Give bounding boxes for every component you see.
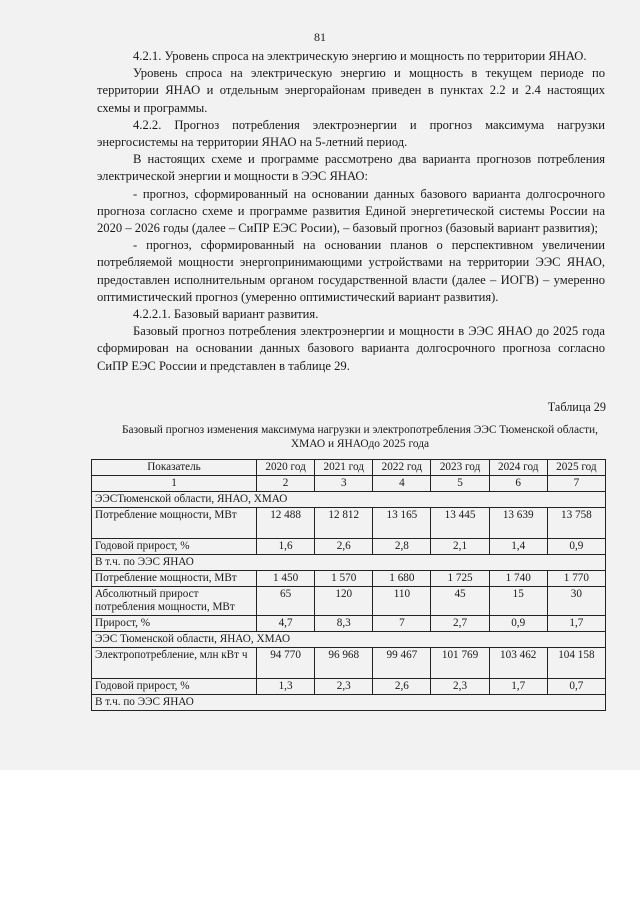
table-cell: 2,7 [431, 616, 489, 632]
header-cell: Показатель [92, 460, 257, 476]
page-number: 81 [314, 30, 326, 44]
paragraph-heading-4-2-1: 4.2.1. Уровень спроса на электрическую энергию и мощность по территории ЯНАО. [133, 49, 587, 63]
row-label: Абсолютный прирост потребления мощности, МВт [92, 587, 257, 616]
table-cell: 99 467 [373, 648, 431, 679]
header-cell: 2021 год [315, 460, 373, 476]
table-cell: 7 [373, 616, 431, 632]
section-cell: ЭЭСТюменской области, ЯНАО, ХМАО [92, 492, 606, 508]
table-cell: 1,3 [257, 679, 315, 695]
table-cell: 1 770 [547, 571, 605, 587]
column-number: 5 [431, 476, 489, 492]
column-number: 2 [257, 476, 315, 492]
row-label: Годовой прирост, % [92, 679, 257, 695]
header-cell: 2024 год [489, 460, 547, 476]
row-label: Потребление мощности, МВт [92, 508, 257, 539]
table-cell: 1 680 [373, 571, 431, 587]
header-cell: 2025 год [547, 460, 605, 476]
table-cell: 104 158 [547, 648, 605, 679]
paragraph: В настоящих схеме и программе рассмотрено два варианта прогнозов потребления электрической энергии и мощности в ЭЭС ЯНАО: [97, 152, 605, 184]
table-cell: 2,8 [373, 539, 431, 555]
table-row [92, 508, 606, 539]
paragraph: Базовый прогноз потребления электроэнергии и мощности в ЭЭС ЯНАО до 2025 года сформирован на основании данных базового варианта долгосрочного прогноза согласно СиПР ЕЭС России и представлен в таблице 29. [97, 324, 605, 373]
body-text [97, 48, 605, 375]
table-cell: 12 812 [315, 508, 373, 539]
table-cell: 2,1 [431, 539, 489, 555]
table-label: Таблица 29 [547, 400, 606, 414]
table-row [92, 587, 606, 616]
table-cell: 0,9 [489, 616, 547, 632]
list-item-base-forecast: - прогноз, сформированный на основании данных базового варианта долгосрочного прогноза согласно схеме и программе развития Единой энергетической системы России на 2020 – 2026 годы (далее – СиПР ЕЭС Росии), – базовый прогноз (базовый вариант развития); [97, 186, 605, 236]
header-cell: 2020 год [257, 460, 315, 476]
column-number: 1 [92, 476, 257, 492]
column-number-row [92, 476, 606, 492]
table-cell: 2,3 [431, 679, 489, 695]
row-label: Электропотребление, млн кВт ч [92, 648, 257, 679]
forecast-table [91, 459, 606, 711]
column-number: 6 [489, 476, 547, 492]
table-cell: 15 [489, 587, 547, 616]
table-cell: 1 740 [489, 571, 547, 587]
table-cell: 13 165 [373, 508, 431, 539]
table-cell: 1,7 [489, 679, 547, 695]
header-cell: 2023 год [431, 460, 489, 476]
table-cell: 103 462 [489, 648, 547, 679]
table-title: Базовый прогноз изменения максимума нагрузки и электропотребления ЭЭС Тюменской области, ХМАО и ЯНАОдо 2025 года [121, 424, 598, 450]
section-cell: В т.ч. по ЭЭС ЯНАО [92, 695, 606, 711]
paragraph-heading-4-2-2: 4.2.2. Прогноз потребления электроэнергии и прогноз максимума нагрузки энергосистемы на территории ЯНАО на 5-летний период. [97, 117, 605, 150]
table-cell: 30 [547, 587, 605, 616]
list-item-optimistic-forecast: - прогноз, сформированный на основании планов о перспективном увеличении потребляемой мощности энергопринимающими устройствами на территории ЭЭС ЯНАО, предоставлен исполнительным органом государственной власти (далее – ИОГВ) – умеренно оптимистический прогноз (умеренно оптимистический вариант развития). [97, 238, 605, 304]
table-cell: 13 639 [489, 508, 547, 539]
table-cell: 0,7 [547, 679, 605, 695]
paragraph: Уровень спроса на электрическую энергию и мощность в текущем периоде по территории ЯНАО и отдельным энергорайонам приведен в пунктах 2.2 и 2.4 настоящих схемы и программы. [97, 66, 605, 115]
table-header-row [92, 460, 606, 476]
table-cell: 65 [257, 587, 315, 616]
table-row [92, 616, 606, 632]
table-cell: 1 450 [257, 571, 315, 587]
table-row [92, 648, 606, 679]
table-cell: 94 770 [257, 648, 315, 679]
section-row [92, 492, 606, 508]
table-cell: 1 725 [431, 571, 489, 587]
table-cell: 8,3 [315, 616, 373, 632]
table-cell: 1,4 [489, 539, 547, 555]
section-row [92, 695, 606, 711]
table-cell: 1,7 [547, 616, 605, 632]
section-cell: ЭЭС Тюменской области, ЯНАО, ХМАО [92, 632, 606, 648]
table-cell: 2,6 [315, 539, 373, 555]
section-row [92, 632, 606, 648]
table-cell: 120 [315, 587, 373, 616]
section-cell: В т.ч. по ЭЭС ЯНАО [92, 555, 606, 571]
table-cell: 2,3 [315, 679, 373, 695]
column-number: 4 [373, 476, 431, 492]
table-cell: 0,9 [547, 539, 605, 555]
table-row [92, 679, 606, 695]
table-cell: 1,6 [257, 539, 315, 555]
header-cell: 2022 год [373, 460, 431, 476]
table-cell: 13 758 [547, 508, 605, 539]
table-row [92, 571, 606, 587]
table-cell: 4,7 [257, 616, 315, 632]
table-cell: 96 968 [315, 648, 373, 679]
paragraph-heading-4-2-2-1: 4.2.2.1. Базовый вариант развития. [133, 307, 319, 322]
column-number: 3 [315, 476, 373, 492]
table-row [92, 539, 606, 555]
row-label: Потребление мощности, МВт [92, 571, 257, 587]
row-label: Годовой прирост, % [92, 539, 257, 555]
section-row [92, 555, 606, 571]
table-cell: 1 570 [315, 571, 373, 587]
table-cell: 13 445 [431, 508, 489, 539]
table-cell: 45 [431, 587, 489, 616]
row-label: Прирост, % [92, 616, 257, 632]
table-cell: 110 [373, 587, 431, 616]
table-cell: 2,6 [373, 679, 431, 695]
table-cell: 12 488 [257, 508, 315, 539]
table-cell: 101 769 [431, 648, 489, 679]
column-number: 7 [547, 476, 605, 492]
